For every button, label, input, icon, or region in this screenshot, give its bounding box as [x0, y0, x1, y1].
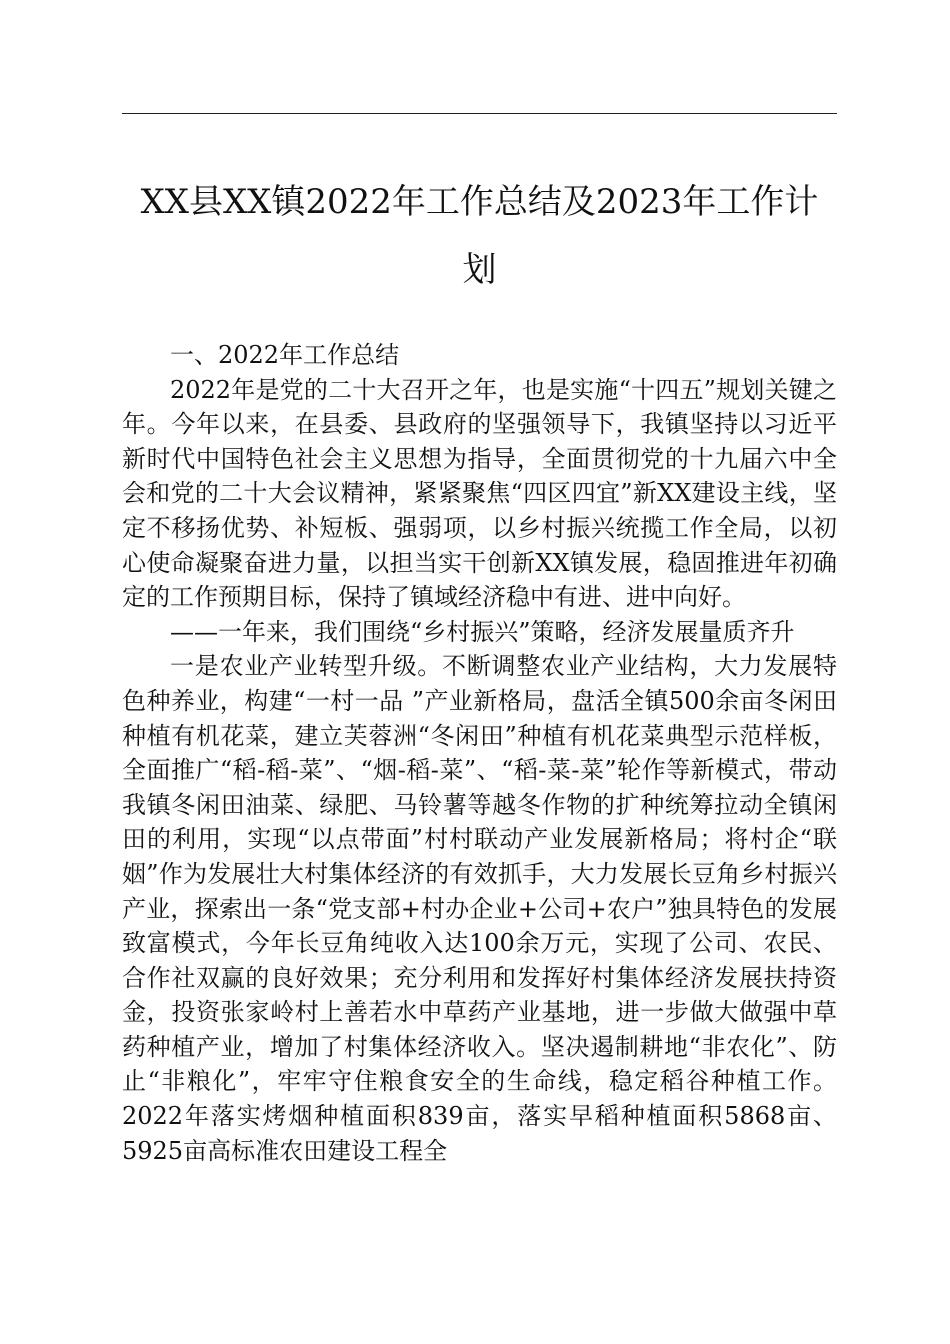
paragraph-subheading: ——一年来，我们围绕“乡村振兴”策略，经济发展量质齐升 — [170, 617, 795, 646]
document-title-line-2: 划 — [462, 250, 497, 290]
paragraph-agriculture: 一是农业产业转型升级。不断调整农业产业结构，大力发展特色种养业，构建“一村一品 ”产业新格局，盘活全镇500余亩冬闲田种植有机花菜，建立芙蓉洲“冬闲田”种植有机花菜典型示范样板，全面推广“稻-稻-菜”、“烟-稻-菜”、“稻-菜-菜”轮作等新模式，带动我镇冬闲田油菜、绿肥、马铃薯等越冬作物的扩种统筹拉动全镇闲田的利用，实现“以点带面”村村联动产业发展新格局；将村企“联姻”作为发展壮大村集体经济的有效抓手，大力发展长豆角乡村振兴产业，探索出一条“党支部+村办企业+公司+农户”独具特色的发展致富模式，今年长豆角纯收入达100余万元，实现了公司、农民、合作社双赢的良好效果；充分利用和发挥好村集体经济发展扶持资金，投资张家岭村上善若水中草药产业基地，进一步做大做强中草药种植产业，增加了村集体经济收入。坚决遏制耕地“非农化”、防止“非粮化”，牢牢守住粮食安全的生命线，稳定稻谷种植工作。2022年落实烤烟种植面积839亩，落实早稻种植面积5868亩、5925亩高标准农田建设工程全 — [122, 652, 837, 1165]
header-rule — [122, 113, 837, 114]
section-heading: 一、2022年工作总结 — [170, 341, 400, 369]
paragraph-intro: 2022年是党的二十大召开之年，也是实施“十四五”规划关键之年。今年以来，在县委、县政府的坚强领导下，我镇坚持以习近平新时代中国特色社会主义思想为指导，全面贯彻党的十九届六中全会和党的二十大会议精神，紧紧聚焦“四区四宜”新XX建设主线，坚定不移扬优势、补短板、强弱项，以乡村振兴统揽工作全局，以初心使命凝聚奋进力量，以担当实干创新XX镇发展，稳固推进年初确定的工作预期目标，保持了镇域经济稳中有进、进中向好。 — [122, 375, 837, 612]
document-title-line-1: XX县XX镇2022年工作总结及2023年工作计 — [140, 182, 819, 222]
document-title — [122, 168, 837, 304]
document-body — [122, 338, 837, 1168]
